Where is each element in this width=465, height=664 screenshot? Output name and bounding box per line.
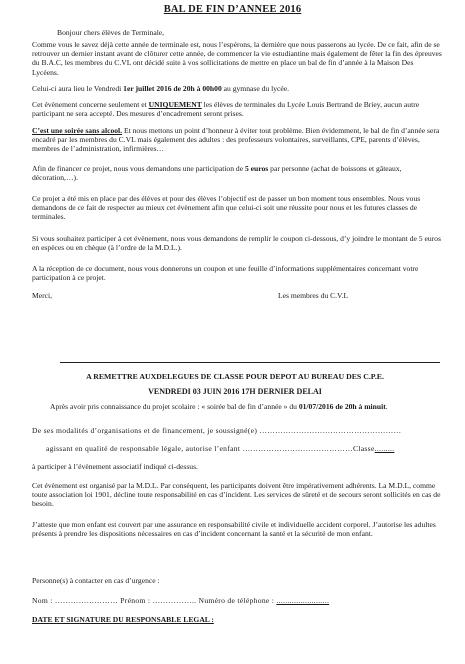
coupon-mdl-paragraph: Cet évènement est organisé par la M.D.L. Par conséquent, les participants doivent être impérativement adhérents. La M.D.L, comme toute association loi 1901, décline toute responsabilité en cas d’incident. Les services de sûreté et de secours seront sollicités en cas de besoin.: [32, 481, 441, 509]
coupon-header-deadline: VENDREDI 03 JUIN 2016 17H DERNIER DELAI: [148, 387, 322, 396]
coupon-enfant-text: agissant en qualité de responsable légale, autorise l’enfant ……………………………………Classe: [46, 444, 375, 453]
coupon-intro: [50, 402, 442, 411]
coupon-enfant-line: [46, 444, 442, 453]
eligibility-after: les élèves de terminales du Lycée Louis Bertrand de Briey, aucun autre participant ne sera accepté. Des mesures d’encadrement seront prises.: [32, 100, 420, 119]
financing-after: par personne (achat de boissons et gâteaux, décoration,…).: [32, 164, 402, 183]
coupon-phone-field: ........................: [276, 596, 330, 605]
signature-cvl: Les membres du C.V.L: [278, 291, 349, 300]
paragraph-date: [32, 84, 442, 93]
coupon-soussigne-line: De ses modalités d’organisations et de financement, je soussigné(e) ………………………………………………: [32, 426, 402, 435]
paragraph-participation: Si vous souhaitez participer à cet évènement, nous vous demandons de remplir le coupon ci-dessous, d’y joindre le montant de 5 euros en espèces ou en chèque (à l’ordre de la M.D.L.).: [32, 234, 441, 253]
date-text-before: Celui-ci aura lieu le Vendredi: [32, 84, 124, 93]
paragraph-no-alcohol: [32, 126, 442, 154]
financing-amount: 5 euros: [244, 164, 269, 173]
thanks: Merci,: [32, 291, 53, 300]
paragraph-eligibility: [32, 100, 442, 118]
cut-line: [60, 362, 440, 363]
coupon-name-text: Nom : …………………… Prénom : …………….. Numéro de téléphone :: [32, 596, 277, 605]
paragraph-financing: [32, 164, 442, 182]
eligibility-before: Cet évènement concerne seulement et: [32, 100, 149, 109]
date-text-after: au gymnase du lycée.: [221, 84, 290, 93]
coupon-participation-line: à participer à l’évènement associatif indiqué ci-dessus.: [32, 462, 198, 471]
paragraph-reception: A la réception de ce document, nous vous donnerons un coupon et une feuille d’informations supplémentaires concernant votre participation à ce projet.: [32, 264, 419, 283]
coupon-intro-after: .: [385, 402, 388, 411]
coupon-signature-label: DATE ET SIGNATURE DU RESPONSABLE LEGAL :: [32, 615, 214, 624]
coupon-contact-label: Personne(s) à contacter en cas d’urgence :: [32, 576, 160, 585]
no-alcohol-after: Et nous mettons un point d’honneur à éviter tout problème. Bien évidemment, le bal de fin d’année sera encadré par les membres du C.VL mais également des adultes : des professeurs volontaires, surveillants, CPE, parents d’élèves, membres de l’administration, infirmières…: [32, 126, 440, 154]
coupon-intro-date: 01/07/2016 de 20h à minuit: [298, 402, 386, 411]
eligibility-emphasis: UNIQUEMENT: [148, 100, 202, 109]
coupon-name-line: [32, 596, 442, 605]
coupon-intro-before: Après avoir pris connaissance du projet scolaire : « soirée bal de fin d’année » du: [50, 402, 299, 411]
no-alcohol-emphasis: C’est une soirée sans alcool.: [32, 126, 123, 135]
coupon-insurance-paragraph: J’atteste que mon enfant est couvert par une assurance en responsabilité civile et individuelle accident corporel. J’autorise les adultes présents à prendre les dispositions nécessaires en cas d’incident concernant la santé et la sécurité de mon enfant.: [32, 520, 436, 539]
coupon-class-field: .........: [374, 444, 395, 453]
event-date: 1er juillet 2016 de 20h à 00h00: [123, 84, 222, 93]
document-title: BAL DE FIN D’ANNEE 2016: [163, 4, 302, 15]
paragraph-intro: Comme vous le savez déjà cette année de terminale est, nous l’espérons, la dernière que nous passerons au lycée. De ce fait, afin de se retrouver un dernier instant avant de clôturer cette année, de commencer la vie estudiantine mais également de fêter la fin des épreuves du B.A.C, les membres du C.VL ont décidé suite à vos sollicitations de mettre en place un bal de fin d’année à la Maison Des Lycéens.: [32, 40, 442, 77]
financing-before: Afin de financer ce projet, nous vous demandons une participation de: [32, 164, 245, 173]
greeting: Bonjour chers élèves de Terminale,: [57, 28, 165, 37]
coupon-header-deposit: A REMETTRE AUXDELEGUES DE CLASSE POUR DEPOT AU BUREAU DES C.P.E.: [86, 372, 384, 381]
paragraph-project: Ce projet a été mis en place par des élèves et pour des élèves l’objectif est de passer un bon moment tous ensembles. Nous vous demandons de ce fait de respecter au mieux cet évènement afin que celui-ci soit une réussite pour nous et les futures classes de terminales.: [32, 194, 421, 222]
